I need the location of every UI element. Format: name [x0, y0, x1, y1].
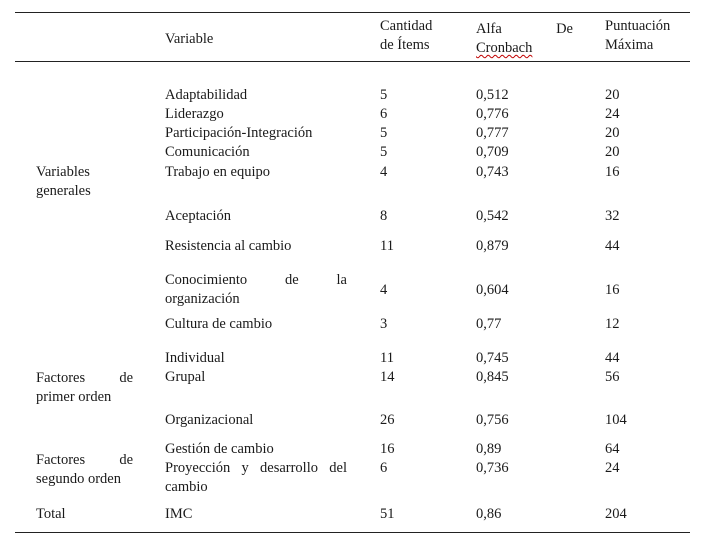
- row-variable-line2: cambio: [165, 479, 208, 495]
- row-alpha: 0,604: [476, 282, 509, 298]
- row-items: 3: [380, 316, 388, 332]
- row-alpha: 0,89: [476, 441, 502, 457]
- group-first-word2: de: [119, 370, 133, 386]
- row-items: 4: [380, 282, 388, 298]
- row-variable-line2: organización: [165, 291, 240, 307]
- row-variable-word: de: [285, 272, 299, 288]
- header-alpha-cronbach: Cronbach: [476, 40, 533, 56]
- row-variable-word: Proyección: [165, 460, 231, 476]
- row-alpha: 0,745: [476, 350, 509, 366]
- row-variable: Participación-Integración: [165, 125, 313, 141]
- row-variable-word: desarrollo: [260, 460, 318, 476]
- row-max: 24: [605, 106, 620, 122]
- row-variable-word: del: [329, 460, 347, 476]
- row-alpha: 0,845: [476, 369, 509, 385]
- row-items: 16: [380, 441, 395, 457]
- header-alpha-line2: [476, 39, 532, 58]
- row-variable: Individual: [165, 350, 225, 366]
- row-alpha: 0,77: [476, 316, 502, 332]
- bottom-rule: [15, 532, 690, 533]
- row-variable: Adaptabilidad: [165, 87, 248, 103]
- row-items: 6: [380, 460, 388, 476]
- row-variable: Gestión de cambio: [165, 441, 274, 457]
- header-alpha-word2: De: [556, 21, 573, 37]
- row-items: 51: [380, 506, 395, 522]
- header-rule: [15, 61, 690, 62]
- row-alpha: 0,776: [476, 106, 509, 122]
- row-variable: Comunicación: [165, 144, 250, 160]
- row-max: 20: [605, 87, 620, 103]
- row-variable-line1: [165, 459, 347, 478]
- row-alpha: 0,777: [476, 125, 509, 141]
- row-variable: Cultura de cambio: [165, 316, 273, 332]
- group-total: Total: [36, 506, 66, 522]
- top-rule: [15, 12, 690, 13]
- row-max: 20: [605, 125, 620, 141]
- header-max-line2: Máxima: [605, 37, 654, 53]
- row-variable: Liderazgo: [165, 106, 224, 122]
- row-items: 5: [380, 125, 388, 141]
- row-alpha: 0,86: [476, 506, 502, 522]
- row-max: 104: [605, 412, 627, 428]
- header-alpha-line1: [476, 20, 573, 39]
- group-second-line2: segundo orden: [36, 471, 121, 487]
- row-variable: Trabajo en equipo: [165, 164, 270, 180]
- row-alpha: 0,512: [476, 87, 509, 103]
- row-variable-word: Conocimiento: [165, 272, 248, 288]
- row-items: 6: [380, 106, 388, 122]
- row-items: 8: [380, 208, 388, 224]
- header-variable: Variable: [165, 31, 214, 47]
- row-max: 24: [605, 460, 620, 476]
- row-alpha: 0,542: [476, 208, 509, 224]
- row-max: 64: [605, 441, 620, 457]
- row-variable: Organizacional: [165, 412, 254, 428]
- row-max: 16: [605, 164, 620, 180]
- header-items-line1: Cantidad: [380, 18, 433, 34]
- row-max: 20: [605, 144, 620, 160]
- group-first-line2: primer orden: [36, 389, 112, 405]
- row-items: 4: [380, 164, 388, 180]
- row-variable-word: y: [241, 460, 249, 476]
- group-first-line1: [36, 369, 133, 388]
- row-max: 32: [605, 208, 620, 224]
- row-items: 11: [380, 238, 394, 254]
- row-max: 56: [605, 369, 620, 385]
- group-second-line1: [36, 451, 133, 470]
- row-variable-line1: [165, 271, 347, 290]
- row-max: 204: [605, 506, 627, 522]
- row-alpha: 0,879: [476, 238, 509, 254]
- group-second-word2: de: [119, 452, 133, 468]
- group-second-word1: Factores: [36, 452, 86, 468]
- group-first-word1: Factores: [36, 370, 86, 386]
- row-variable: Resistencia al cambio: [165, 238, 292, 254]
- header-items-line2: de Ítems: [380, 37, 430, 53]
- row-alpha: 0,756: [476, 412, 509, 428]
- header-alpha-word1: Alfa: [476, 21, 502, 37]
- group-general-line2: generales: [36, 183, 91, 199]
- row-alpha: 0,743: [476, 164, 509, 180]
- row-items: 11: [380, 350, 394, 366]
- row-items: 14: [380, 369, 395, 385]
- row-alpha: 0,709: [476, 144, 509, 160]
- row-variable-word: la: [336, 272, 347, 288]
- row-max: 44: [605, 238, 620, 254]
- row-items: 5: [380, 87, 388, 103]
- row-max: 16: [605, 282, 620, 298]
- row-variable: Grupal: [165, 369, 206, 385]
- row-items: 5: [380, 144, 388, 160]
- row-max: 12: [605, 316, 620, 332]
- row-items: 26: [380, 412, 395, 428]
- row-alpha: 0,736: [476, 460, 509, 476]
- group-general-line1: Variables: [36, 164, 90, 180]
- row-max: 44: [605, 350, 620, 366]
- row-variable: IMC: [165, 506, 193, 522]
- row-variable: Aceptación: [165, 208, 232, 224]
- header-max-line1: Puntuación: [605, 18, 671, 34]
